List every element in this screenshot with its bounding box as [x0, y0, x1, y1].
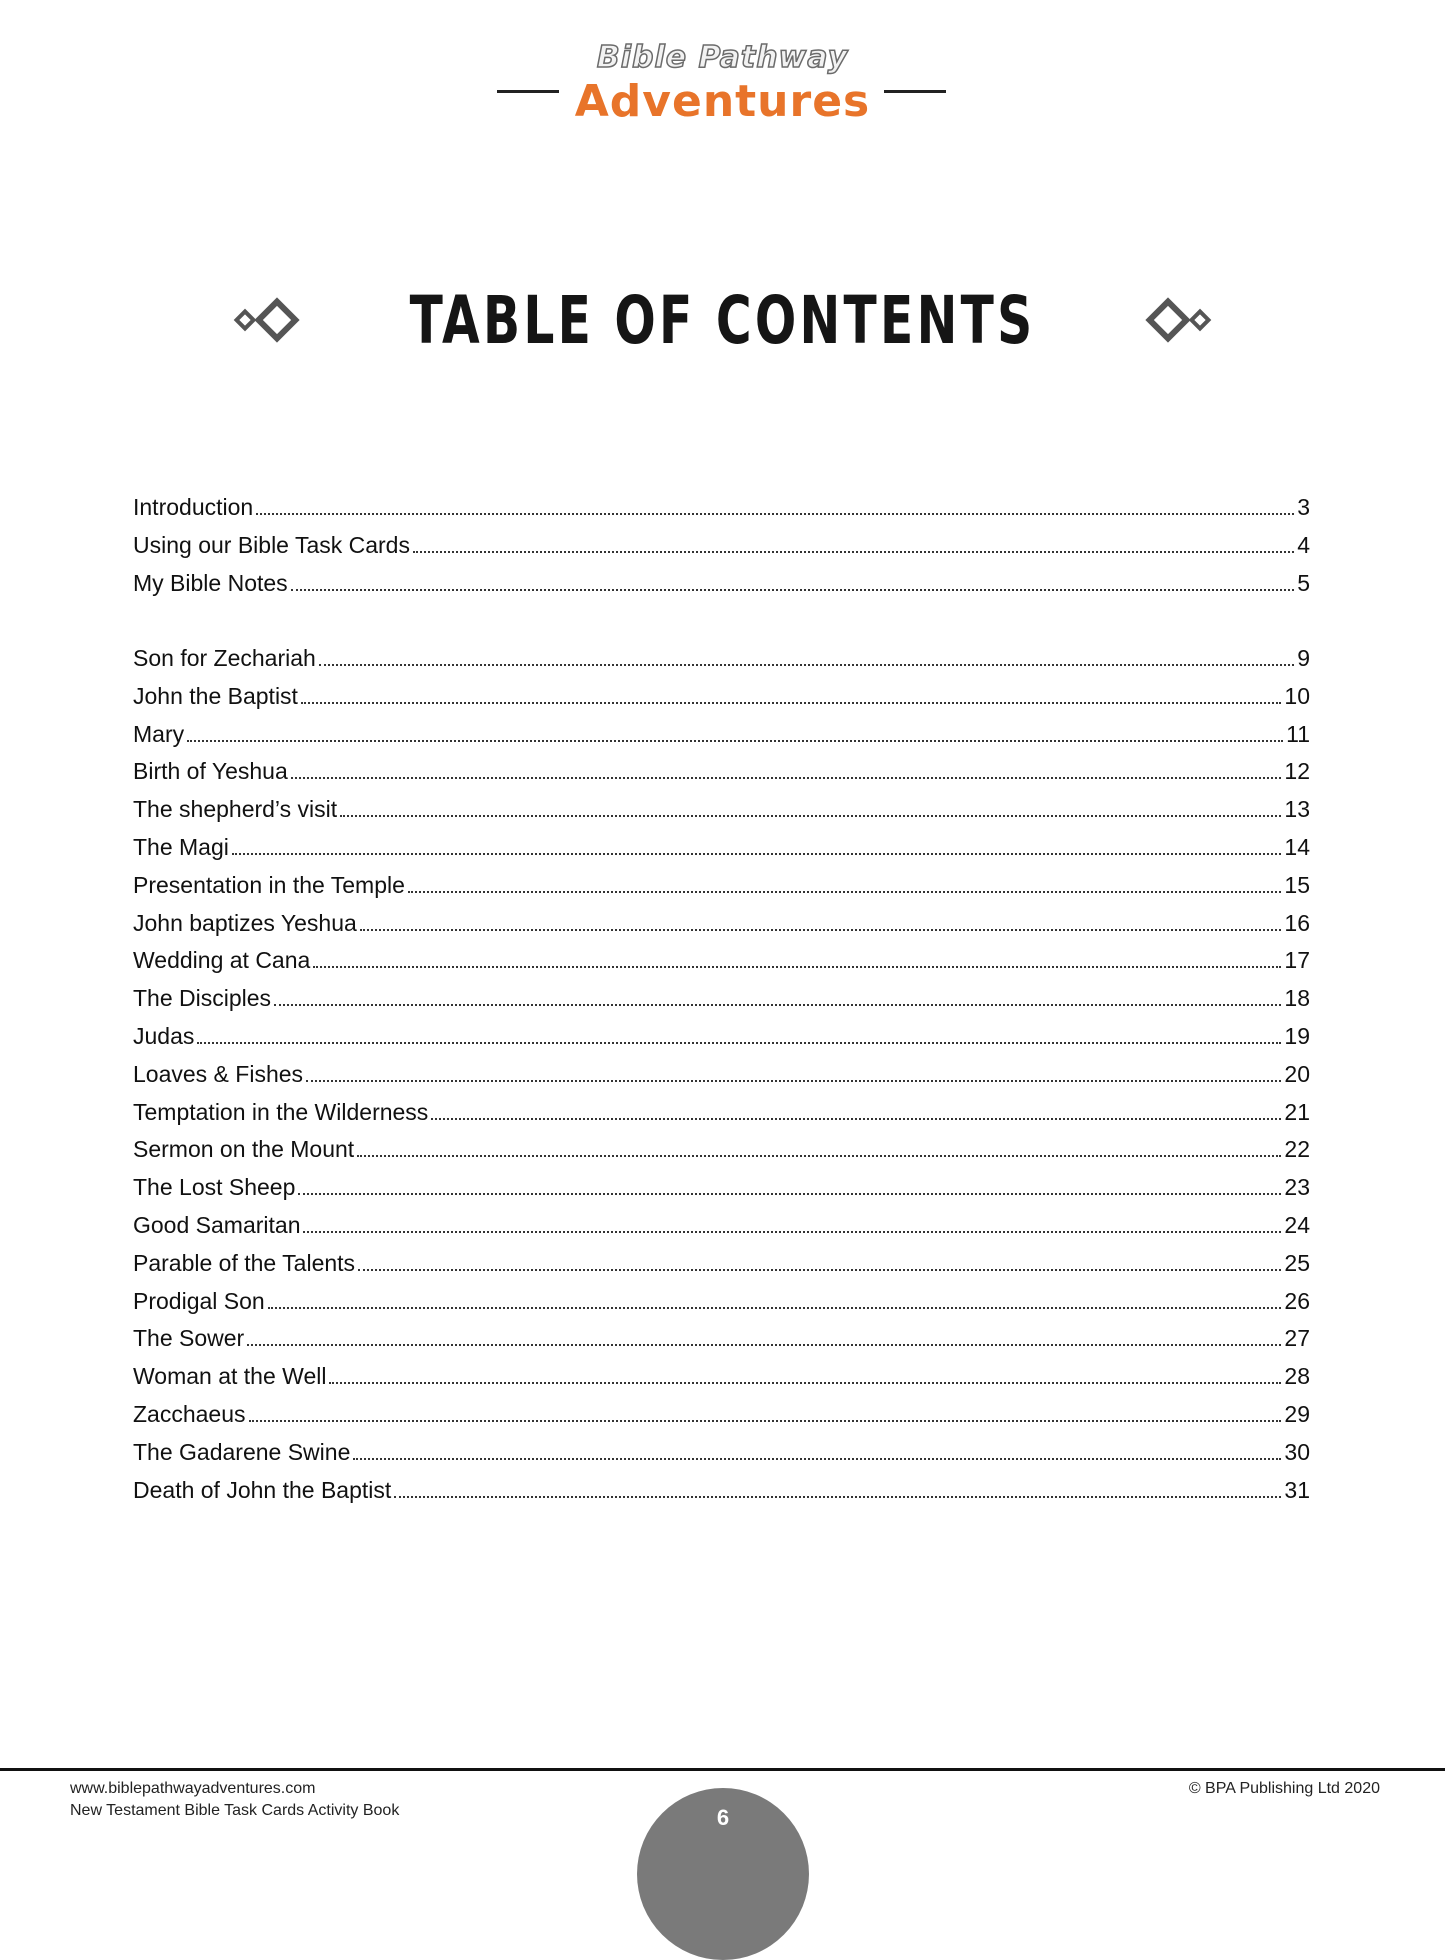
toc-entry-title: Prodigal Son — [133, 1287, 265, 1314]
toc-entry[interactable] — [133, 1172, 1310, 1202]
toc-entry-title: My Bible Notes — [133, 569, 288, 596]
toc-entry-title: The Gadarene Swine — [133, 1438, 351, 1465]
toc-leader-dots — [357, 1155, 1281, 1157]
toc-entry[interactable] — [133, 1286, 1310, 1316]
toc-entry[interactable] — [133, 681, 1310, 711]
toc-leader-dots — [413, 551, 1294, 553]
toc-leader-dots — [408, 891, 1281, 893]
toc-entry-page: 29 — [1284, 1401, 1310, 1427]
toc-entry[interactable] — [133, 530, 1310, 560]
toc-entry-page: 26 — [1284, 1287, 1310, 1314]
toc-entry[interactable] — [133, 1021, 1310, 1051]
footer-website[interactable]: www.biblepathwayadventures.com — [70, 1780, 316, 1797]
toc-entry-page: 18 — [1284, 985, 1310, 1012]
toc-entry-title: Birth of Yeshua — [133, 758, 288, 785]
toc-entry-page: 5 — [1297, 569, 1310, 596]
toc-entry[interactable] — [133, 1210, 1310, 1240]
toc-entry[interactable] — [133, 1399, 1310, 1429]
toc-entry-title: Loaves & Fishes — [133, 1060, 304, 1087]
toc-entry[interactable] — [133, 794, 1310, 824]
toc-entry[interactable] — [133, 1361, 1310, 1391]
toc-entry-page: 4 — [1297, 531, 1310, 558]
toc-entry[interactable] — [133, 908, 1310, 938]
toc-entry-page: 10 — [1284, 682, 1310, 709]
toc-entry-title: Using our Bible Task Cards — [133, 531, 410, 558]
toc-entry-page: 28 — [1284, 1363, 1310, 1390]
toc-entry-title: Mary — [133, 720, 185, 747]
toc-leader-dots — [268, 1307, 1282, 1309]
toc-entry-title: The shepherd’s visit — [133, 796, 338, 823]
toc-entry-title: Temptation in the Wilderness — [133, 1098, 429, 1125]
toc-entry-page: 24 — [1284, 1212, 1310, 1238]
footer-left — [70, 1778, 399, 1822]
toc-entry-page: 22 — [1284, 1136, 1310, 1163]
toc-entry-page: 25 — [1284, 1249, 1310, 1276]
toc-entry-title: Death of John the Baptist — [133, 1476, 392, 1503]
toc-entry-title: John baptizes Yeshua — [133, 909, 357, 936]
toc-entry-page: 19 — [1284, 1023, 1310, 1049]
toc-entry[interactable] — [133, 643, 1310, 673]
diamond-ornament-left-icon — [231, 295, 311, 345]
toc-entry-title: The Lost Sheep — [133, 1174, 296, 1201]
toc-entry-title: Wedding at Cana — [133, 947, 311, 974]
publisher-logo — [0, 40, 1445, 140]
footer-copyright: © BPA Publishing Ltd 2020 — [1188, 1780, 1380, 1797]
toc-entry-title: Parable of the Talents — [133, 1249, 356, 1276]
toc-entry-title: Son for Zechariah — [133, 645, 316, 671]
toc-entry[interactable] — [133, 1248, 1310, 1278]
logo-text-top: Bible Pathway — [596, 40, 849, 75]
toc-entry[interactable] — [133, 945, 1310, 975]
toc-entry-page: 11 — [1286, 720, 1310, 747]
toc-leader-dots — [247, 1344, 1281, 1346]
toc-leader-dots — [187, 740, 1283, 742]
title-row — [0, 280, 1445, 360]
toc-entry-page: 30 — [1284, 1438, 1310, 1465]
toc-entry[interactable] — [133, 1475, 1310, 1505]
toc-entry[interactable] — [133, 1059, 1310, 1089]
toc-entry[interactable] — [133, 1097, 1310, 1127]
toc-leader-dots — [394, 1496, 1281, 1498]
toc-leader-dots — [256, 513, 1294, 515]
page-title: TABLE OF CONTENTS — [409, 281, 1036, 359]
toc-entry[interactable] — [133, 870, 1310, 900]
toc-leader-dots — [232, 853, 1282, 855]
toc-entry[interactable] — [133, 568, 1310, 598]
footer-divider — [0, 1768, 1445, 1771]
toc-entry-title: The Sower — [133, 1325, 245, 1352]
footer-book-title: New Testament Bible Task Cards Activity Book — [70, 1802, 400, 1819]
toc-entry-page: 16 — [1284, 909, 1310, 936]
toc-entry-title: Introduction — [133, 494, 254, 520]
page-number: 6 — [716, 1805, 730, 1830]
toc-leader-dots — [303, 1231, 1281, 1233]
toc-entry[interactable] — [133, 1323, 1310, 1353]
diamond-ornament-right-icon — [1134, 295, 1214, 345]
toc-entry[interactable] — [133, 492, 1310, 522]
toc-entry-title: Good Samaritan — [133, 1212, 301, 1238]
toc-entry[interactable] — [133, 832, 1310, 862]
toc-leader-dots — [301, 702, 1281, 704]
toc-entry-page: 27 — [1284, 1325, 1310, 1352]
toc-entry-page: 12 — [1284, 758, 1310, 785]
toc-entry-page: 17 — [1284, 947, 1310, 974]
toc-entry-page: 31 — [1284, 1476, 1310, 1503]
toc-entry[interactable] — [133, 1134, 1310, 1164]
logo-rule-right — [884, 90, 946, 93]
toc-entry-title: Judas — [133, 1023, 195, 1049]
toc-entry-page: 21 — [1284, 1098, 1310, 1125]
toc-entry[interactable] — [133, 1437, 1310, 1467]
toc-leader-dots — [274, 1004, 1281, 1006]
toc-leader-dots — [340, 815, 1281, 817]
toc-leader-dots — [329, 1382, 1281, 1384]
toc-leader-dots — [313, 966, 1281, 968]
toc-leader-dots — [360, 929, 1282, 931]
toc-leader-dots — [291, 589, 1295, 591]
toc-leader-dots — [358, 1269, 1281, 1271]
toc-entry-title: John the Baptist — [133, 682, 298, 709]
toc-entry-page: 20 — [1284, 1060, 1310, 1087]
toc-entry-page: 15 — [1284, 871, 1310, 898]
toc-leader-dots — [319, 664, 1294, 666]
toc-entry[interactable] — [133, 719, 1310, 749]
toc-entry-page: 3 — [1297, 494, 1310, 520]
logo-text-bottom: Adventures — [574, 76, 871, 127]
toc-entry-title: The Disciples — [133, 985, 272, 1012]
toc-entry-title: The Magi — [133, 834, 229, 860]
toc-entry[interactable] — [133, 983, 1310, 1013]
toc-leader-dots — [353, 1458, 1281, 1460]
toc-entry-page: 9 — [1297, 645, 1310, 671]
toc-leader-dots — [431, 1118, 1281, 1120]
toc-entry-title: Woman at the Well — [133, 1363, 327, 1390]
toc-leader-dots — [306, 1080, 1281, 1082]
toc-entry-page: 23 — [1284, 1174, 1310, 1201]
toc-leader-dots — [291, 777, 1282, 779]
toc-leader-dots — [249, 1420, 1282, 1422]
toc-leader-dots — [197, 1042, 1281, 1044]
toc-entry-title: Presentation in the Temple — [133, 871, 405, 898]
toc-entry-page: 14 — [1284, 834, 1310, 860]
toc-entry[interactable] — [133, 756, 1310, 786]
toc-entry-page: 13 — [1284, 796, 1310, 823]
toc-entry-title: Zacchaeus — [133, 1401, 246, 1427]
toc-leader-dots — [298, 1193, 1281, 1195]
toc-entry-title: Sermon on the Mount — [133, 1136, 355, 1163]
